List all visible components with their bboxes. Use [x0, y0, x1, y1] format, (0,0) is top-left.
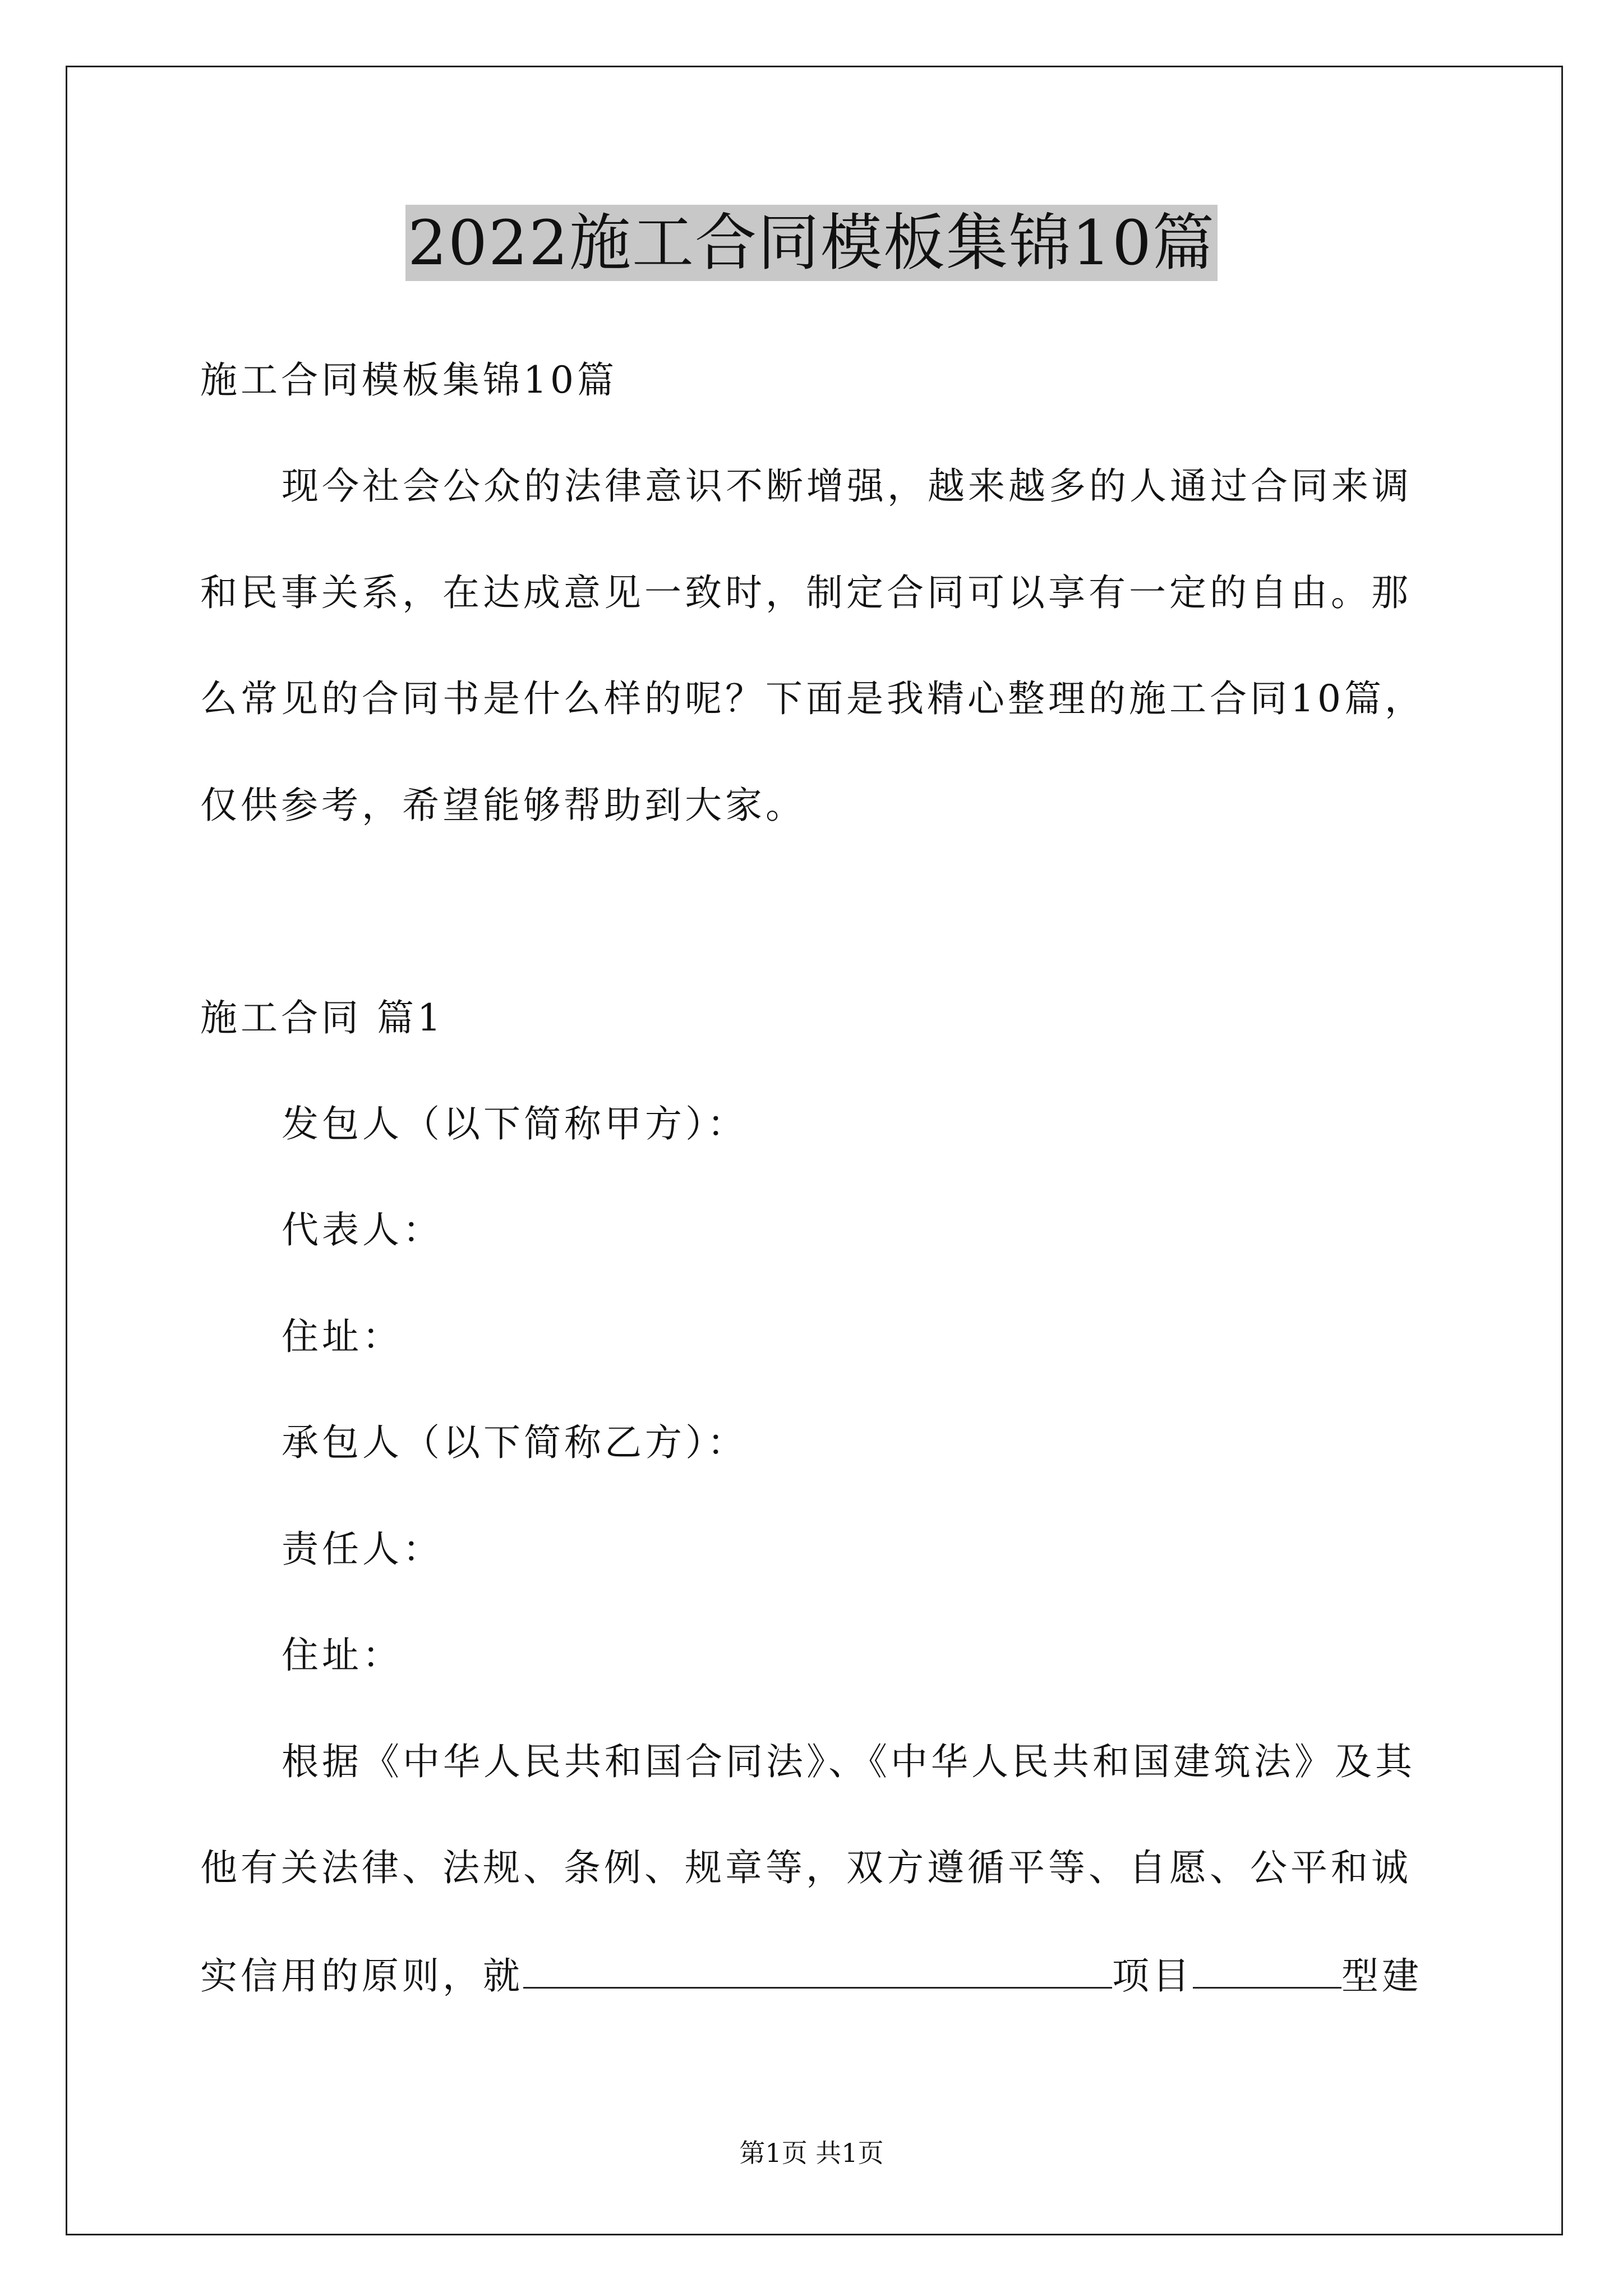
intro-line-2: 和民事关系，在达成意见一致时，制定合同可以享有一定的自由。那 [200, 571, 1412, 614]
project-type-blank [1193, 1952, 1341, 1989]
body-line-3-part3: 型建 [1341, 1954, 1422, 1998]
intro-line-4: 仅供参考，希望能够帮助到大家。 [200, 784, 806, 827]
page-footer: 第1页 共1页 [739, 2138, 884, 2168]
field-contractor: 承包人（以下简称乙方）： [282, 1421, 748, 1464]
field-responsible-person: 责任人： [282, 1527, 443, 1571]
field-representative: 代表人： [282, 1208, 443, 1251]
intro-line-1: 现今社会公众的法律意识不断增强，越来越多的人通过合同来调 [282, 464, 1412, 508]
body-line-2: 他有关法律、法规、条例、规章等，双方遵循平等、自愿、公平和诚 [200, 1846, 1412, 1889]
body-line-3-part2: 项目 [1112, 1954, 1193, 1998]
intro-line-3: 么常见的合同书是什么样的呢？下面是我精心整理的施工合同10篇， [200, 677, 1425, 720]
document-subtitle: 施工合同模板集锦10篇 [200, 358, 617, 402]
field-employer: 发包人（以下简称甲方）： [282, 1102, 748, 1145]
field-contractor-address: 住址： [282, 1634, 403, 1677]
body-line-1: 根据《中华人民共和国合同法》、《中华人民共和国建筑法》及其 [282, 1740, 1415, 1783]
body-line-3-part1: 实信用的原则，就 [200, 1954, 523, 1998]
body-line-3 [200, 1952, 1468, 1999]
title-container [0, 205, 1623, 281]
document-title: 2022施工合同模板集锦10篇 [405, 205, 1218, 281]
field-employer-address: 住址： [282, 1315, 403, 1358]
section-heading: 施工合同 篇1 [200, 996, 444, 1039]
project-name-blank [523, 1952, 1112, 1989]
